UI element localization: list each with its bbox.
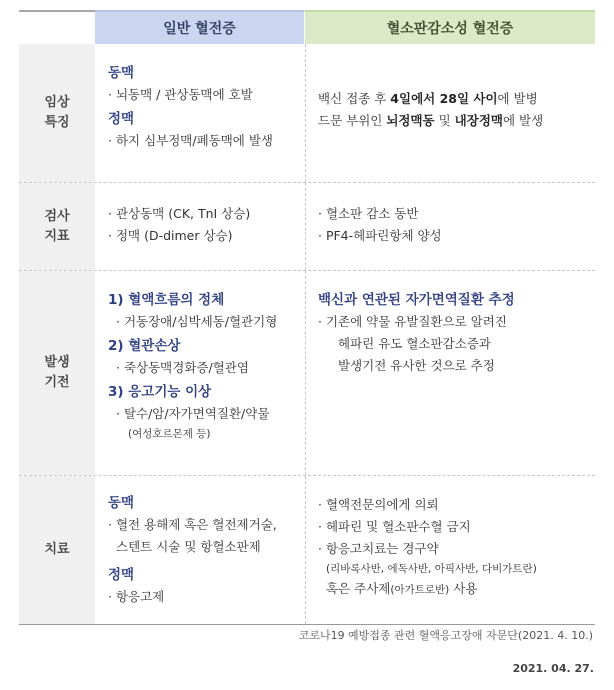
row-label-test: 검사 지표 — [19, 183, 96, 270]
mechanism-tts-3: 발생기전 유사한 것으로 추정 — [338, 358, 495, 373]
mechanism-general-cell — [96, 271, 306, 475]
vein-text: · 하지 심부정맥/폐동맥에 발생 — [108, 133, 274, 148]
artery-heading: 동맥 — [108, 65, 135, 81]
artery-text: · 뇌동맥 / 관상동맥에 호발 — [108, 87, 253, 102]
clinical-tts-cell — [306, 44, 595, 182]
treatment-vein-heading: 정맥 — [108, 567, 135, 583]
mechanism-h2: 2) 혈관손상 — [108, 338, 181, 354]
treatment-artery-2: 스텐트 시술 및 항혈소판제 — [116, 539, 261, 554]
vein-heading: 정맥 — [108, 111, 135, 127]
source-note: 코로나19 예방접종 관련 혈액응고장애 자문단(2021. 4. 10.) — [298, 629, 593, 642]
test-tts-cell — [306, 183, 595, 270]
mechanism-b2: · 죽상동맥경화증/혈관염 — [116, 360, 249, 375]
row-label-treatment: 치료 — [19, 476, 96, 624]
test-tts-1: · 혈소판 감소 동반 — [318, 206, 419, 221]
publish-date: 2021. 04. 27. — [512, 662, 594, 675]
treatment-tts-1: · 혈액전문의에게 의뢰 — [318, 497, 439, 512]
test-general-cell — [96, 183, 306, 270]
treatment-tts-cell — [306, 476, 595, 624]
test-general-2: · 정맥 (D-dimer 상승) — [108, 228, 233, 243]
row-label-mechanism: 발생 기전 — [19, 271, 96, 475]
mechanism-b1: · 거동장애/심박세동/혈관기형 — [116, 314, 278, 329]
test-general-1: · 관상동맥 (CK, TnI 상승) — [108, 206, 251, 221]
treatment-vein-1: · 항응고제 — [108, 589, 165, 604]
row-treatment — [19, 476, 595, 625]
mechanism-b4: (여성호르몬제 등) — [128, 428, 211, 440]
header-tts: 혈소판감소성 혈전증 — [305, 10, 595, 44]
treatment-tts-2: · 헤파린 및 혈소판수혈 금지 — [318, 519, 471, 534]
header-general-thrombosis: 일반 혈전증 — [95, 10, 305, 44]
mechanism-tts-heading: 백신과 연관된 자가면역질환 추정 — [318, 292, 515, 308]
clinical-general-cell — [96, 44, 306, 182]
mechanism-h1: 1) 혈액흐름의 정체 — [108, 292, 225, 308]
comparison-table — [19, 10, 595, 625]
mechanism-h3: 3) 응고기능 이상 — [108, 384, 212, 400]
treatment-artery-1: · 혈전 용해제 혹은 혈전제거술, — [108, 517, 277, 532]
row-label-clinical: 임상 특징 — [19, 44, 96, 182]
row-test — [19, 183, 595, 271]
clinical-tts-line-1: 백신 접종 후 4일에서 28일 사이에 발병 — [318, 91, 538, 106]
test-tts-2: · PF4-헤파린항체 양성 — [318, 228, 442, 243]
mechanism-tts-1: · 기존에 약물 유발질환으로 알려진 — [318, 314, 507, 329]
treatment-general-cell — [96, 476, 306, 624]
header-empty-cell — [19, 10, 95, 44]
mechanism-tts-cell — [306, 271, 595, 475]
mechanism-tts-2: 헤파린 유도 혈소판감소증과 — [338, 336, 491, 351]
mechanism-b3: · 탈수/암/자가면역질환/약물 — [116, 406, 270, 421]
row-mechanism — [19, 271, 595, 476]
clinical-tts-line-2: 드문 부위인 뇌정맥동 및 내장정맥에 발생 — [318, 113, 544, 128]
treatment-artery-heading: 동맥 — [108, 495, 135, 511]
table-header-row — [19, 10, 595, 44]
treatment-tts-3: · 항응고치료는 경구약 — [318, 541, 439, 556]
treatment-tts-5: 혹은 주사제(아가트로반) 사용 — [326, 581, 478, 596]
row-clinical — [19, 44, 595, 183]
treatment-tts-4: (리바록사반, 에독사반, 아픽사반, 다비가트란) — [326, 563, 537, 575]
